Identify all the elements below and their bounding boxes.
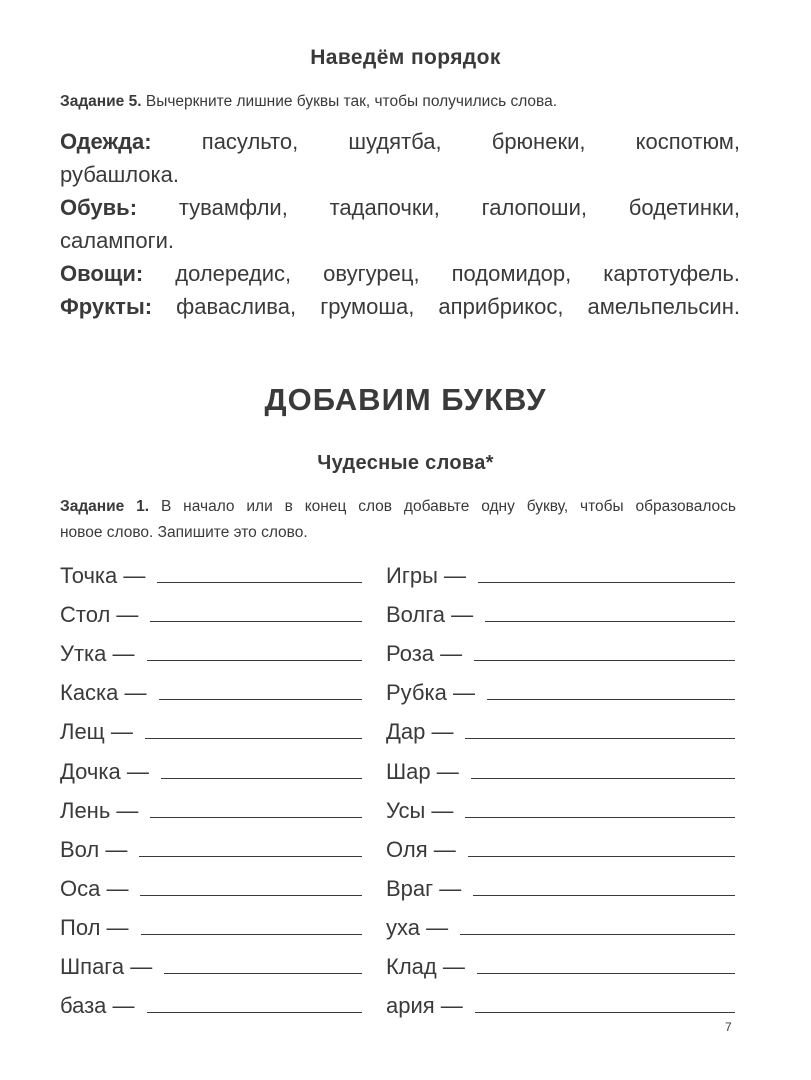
- answer-line[interactable]: [145, 738, 362, 739]
- answer-line[interactable]: [157, 582, 362, 583]
- word-prompt: Лещ —: [60, 719, 133, 744]
- answer-line[interactable]: [474, 660, 735, 661]
- word-row: [386, 911, 735, 941]
- answer-line[interactable]: [465, 738, 735, 739]
- task-1-text: В начало или в конец слов добавьте одну букву, чтобы образовалось: [160, 498, 736, 515]
- answer-line[interactable]: [141, 934, 362, 935]
- section-subtitle-wonder-words: Чудесные слова*: [317, 452, 494, 474]
- category-row-fruits: [60, 290, 740, 323]
- task-5-instruction: [60, 89, 740, 114]
- answer-line[interactable]: [159, 699, 362, 700]
- page-number: 7: [725, 1020, 732, 1034]
- word-row: [60, 598, 362, 628]
- section-title-order: Наведём порядок: [310, 46, 501, 69]
- answer-line[interactable]: [478, 582, 735, 583]
- category-list: [60, 125, 740, 323]
- answer-line[interactable]: [164, 973, 362, 974]
- category-words: тувамфли, тадапочки, галопоши, бодетинки,: [178, 195, 740, 220]
- word-row: [386, 872, 735, 902]
- word-prompt: Вол —: [60, 837, 128, 862]
- answer-line[interactable]: [150, 621, 362, 622]
- word-row: [386, 559, 735, 589]
- answer-line[interactable]: [140, 895, 362, 896]
- category-row-shoes-cont: [60, 224, 740, 257]
- answer-line[interactable]: [475, 1012, 735, 1013]
- word-prompt: Стол —: [60, 602, 139, 627]
- word-row: [60, 833, 362, 863]
- answer-line[interactable]: [147, 660, 362, 661]
- task-1-line: [60, 494, 736, 520]
- answer-line[interactable]: [485, 621, 735, 622]
- word-prompt: Усы —: [386, 798, 454, 823]
- word-row: [60, 559, 362, 589]
- task-1-label: Задание 1.: [60, 498, 150, 515]
- word-row: [386, 989, 735, 1019]
- category-words: салампоги.: [60, 228, 175, 253]
- word-row: [386, 755, 735, 785]
- task-5-text: Вычеркните лишние буквы так, чтобы получились слова.: [145, 93, 558, 110]
- answer-line[interactable]: [147, 1012, 362, 1013]
- word-prompt: Лень —: [60, 798, 139, 823]
- category-words: пасульто, шудятба, брюнеки, коспотюм,: [201, 129, 740, 154]
- word-prompt: Шпага —: [60, 954, 153, 979]
- category-label: Овощи:: [60, 261, 144, 286]
- answer-line[interactable]: [150, 817, 362, 818]
- category-label: Фрукты:: [60, 294, 153, 319]
- word-row: [386, 598, 735, 628]
- answer-line[interactable]: [468, 856, 735, 857]
- word-row: [60, 794, 362, 824]
- category-label: Одежда:: [60, 129, 152, 154]
- word-row: [60, 911, 362, 941]
- category-row-clothes: [60, 125, 740, 158]
- answer-line[interactable]: [465, 817, 735, 818]
- word-prompt: уха —: [386, 915, 449, 940]
- word-prompt: Роза —: [386, 641, 463, 666]
- word-prompt: Клад —: [386, 954, 465, 979]
- word-row: [60, 755, 362, 785]
- word-prompt: Оса —: [60, 876, 129, 901]
- word-row: [386, 833, 735, 863]
- task-1-text: новое слово. Запишите это слово.: [60, 524, 308, 541]
- word-row: [60, 872, 362, 902]
- word-row: [386, 794, 735, 824]
- answer-line[interactable]: [473, 895, 735, 896]
- category-words: долередис, овугурец, подомидор, картотуфель.: [175, 261, 740, 286]
- word-prompt: Враг —: [386, 876, 462, 901]
- word-row: [60, 989, 362, 1019]
- category-row-clothes-cont: [60, 158, 740, 191]
- word-row: [60, 676, 362, 706]
- word-prompt: Дар —: [386, 719, 454, 744]
- category-row-shoes: [60, 191, 740, 224]
- word-prompt: Игры —: [386, 563, 466, 588]
- word-prompt: Шар —: [386, 759, 459, 784]
- word-prompt: Пол —: [60, 915, 129, 940]
- word-row: [386, 715, 735, 745]
- word-row: [60, 950, 362, 980]
- word-prompt: Утка —: [60, 641, 135, 666]
- category-label: Обувь:: [60, 195, 138, 220]
- word-prompt: Каска —: [60, 680, 147, 705]
- answer-line[interactable]: [471, 778, 735, 779]
- word-prompt: Точка —: [60, 563, 146, 588]
- word-row: [60, 715, 362, 745]
- answer-line[interactable]: [139, 856, 362, 857]
- word-prompt: Дочка —: [60, 759, 149, 784]
- word-row: [386, 950, 735, 980]
- task-1-instruction: [60, 494, 736, 546]
- word-prompt: Волга —: [386, 602, 474, 627]
- answer-line[interactable]: [460, 934, 735, 935]
- word-row: [60, 637, 362, 667]
- word-row: [386, 637, 735, 667]
- answer-line[interactable]: [487, 699, 735, 700]
- task-5-label: Задание 5.: [60, 93, 142, 110]
- word-prompt: Рубка —: [386, 680, 475, 705]
- category-words: фаваслива, грумоша, априбрикос, амельпельсин.: [176, 294, 740, 319]
- section-title-add-letter: ДОБАВИМ БУКВУ: [264, 382, 547, 417]
- word-prompt: база —: [60, 993, 135, 1018]
- answer-line[interactable]: [161, 778, 362, 779]
- word-prompt: ария —: [386, 993, 463, 1018]
- category-words: рубашлока.: [60, 162, 179, 187]
- answer-line[interactable]: [477, 973, 735, 974]
- category-row-vegetables: [60, 257, 740, 290]
- word-prompt: Оля —: [386, 837, 456, 862]
- task-1-line: [60, 520, 736, 546]
- word-row: [386, 676, 735, 706]
